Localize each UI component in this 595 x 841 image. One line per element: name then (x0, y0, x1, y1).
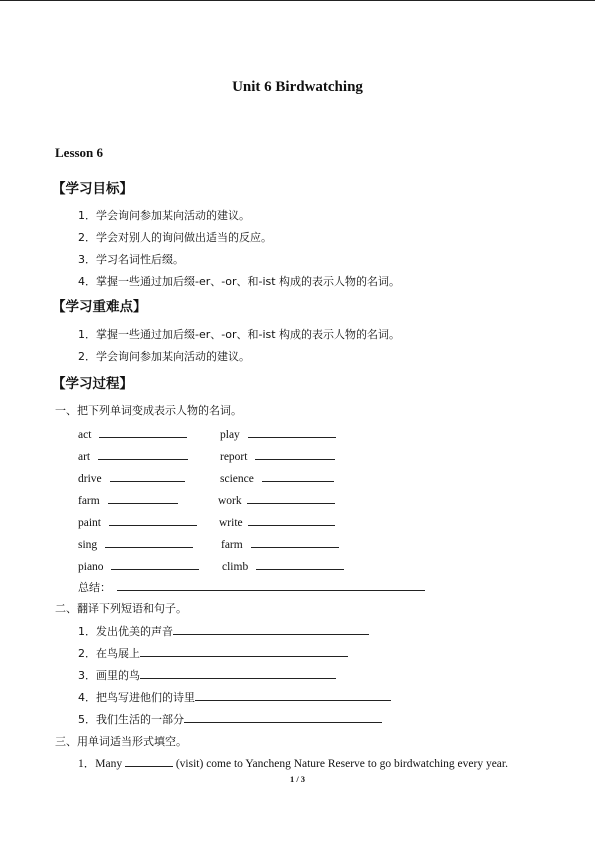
objectives-heading: 【学习目标】 (52, 181, 133, 197)
fill-suffix: (visit) come to Yancheng Nature Reserve to go birdwatching every year. (175, 758, 508, 770)
word-row (78, 492, 178, 507)
part2-title: 二、翻译下列短语和句子。 (55, 602, 187, 615)
translate-prompt: 2．在鸟展上 (78, 647, 140, 660)
answer-blank[interactable] (98, 448, 188, 460)
answer-blank[interactable] (99, 426, 187, 438)
answer-blank[interactable] (195, 689, 391, 701)
word-row (78, 558, 199, 573)
process-heading: 【学习过程】 (52, 376, 133, 392)
answer-blank[interactable] (173, 623, 369, 635)
translate-item (78, 667, 336, 683)
word-left: piano (78, 561, 104, 573)
word-row (78, 470, 185, 485)
keypoints-heading: 【学习重难点】 (52, 299, 147, 315)
objective-item: 1．学会询问参加某向活动的建议。 (78, 209, 250, 222)
page-number: 1 / 3 (289, 774, 306, 784)
word-left: farm (78, 495, 100, 507)
word-left: act (78, 429, 92, 441)
word-left: art (78, 451, 91, 463)
word-row (78, 426, 187, 441)
translate-prompt: 3．画里的鸟 (78, 669, 140, 682)
word-row (219, 514, 335, 529)
answer-blank[interactable] (255, 448, 335, 460)
keypoint-item: 1．掌握一些通过加后缀-er、-or、和-ist 构成的表示人物的名词。 (78, 328, 401, 341)
answer-blank[interactable] (111, 558, 199, 570)
translate-prompt: 1．发出优美的声音 (78, 625, 173, 638)
answer-blank[interactable] (109, 514, 197, 526)
word-row (220, 426, 336, 441)
answer-blank[interactable] (125, 755, 173, 767)
word-right: work (218, 495, 242, 507)
answer-blank[interactable] (108, 492, 178, 504)
objective-item: 2．学会对别人的询问做出适当的反应。 (78, 231, 272, 244)
answer-blank[interactable] (256, 558, 344, 570)
header-rule (0, 0, 595, 1)
objective-item: 4．掌握一些通过加后缀-er、-or、和-ist 构成的表示人物的名词。 (78, 275, 401, 288)
answer-blank[interactable] (140, 645, 348, 657)
translate-item (78, 689, 391, 705)
answer-blank[interactable] (248, 426, 336, 438)
answer-blank[interactable] (248, 514, 335, 526)
word-right: science (220, 473, 254, 485)
answer-blank[interactable] (105, 536, 193, 548)
answer-blank[interactable] (247, 492, 335, 504)
translate-prompt: 4．把鸟写进他们的诗里 (78, 691, 195, 704)
objective-item: 3．学习名词性后缀。 (78, 253, 184, 266)
fill-item (78, 755, 508, 771)
word-right: play (220, 429, 240, 441)
answer-blank[interactable] (262, 470, 334, 482)
fill-prefix: 1．Many (78, 758, 123, 770)
word-row (220, 470, 334, 485)
word-right: farm (221, 539, 243, 551)
word-row (222, 558, 344, 573)
word-row (221, 536, 339, 551)
part1-title: 一、把下列单词变成表示人物的名词。 (55, 404, 242, 417)
word-row (78, 448, 188, 463)
summary-label: 总结： (78, 581, 111, 594)
translate-item (78, 645, 348, 661)
translate-prompt: 5．我们生活的一部分 (78, 713, 184, 726)
translate-item (78, 623, 369, 639)
word-right: write (219, 517, 243, 529)
answer-blank[interactable] (110, 470, 185, 482)
answer-blank[interactable] (117, 579, 425, 591)
word-row (78, 514, 197, 529)
lesson-label: Lesson 6 (55, 145, 104, 160)
word-row (218, 492, 335, 507)
answer-blank[interactable] (251, 536, 339, 548)
answer-blank[interactable] (184, 711, 382, 723)
word-left: paint (78, 517, 101, 529)
keypoint-item: 2．学会询问参加某向活动的建议。 (78, 350, 250, 363)
summary-line (78, 579, 425, 595)
document-title: Unit 6 Birdwatching (232, 79, 363, 95)
part3-title: 三、用单词适当形式填空。 (55, 735, 187, 748)
word-left: sing (78, 539, 98, 551)
word-left: drive (78, 473, 102, 485)
word-right: report (220, 451, 248, 463)
word-row (78, 536, 193, 551)
translate-item (78, 711, 382, 727)
word-row (220, 448, 335, 463)
word-right: climb (222, 561, 249, 573)
answer-blank[interactable] (140, 667, 336, 679)
